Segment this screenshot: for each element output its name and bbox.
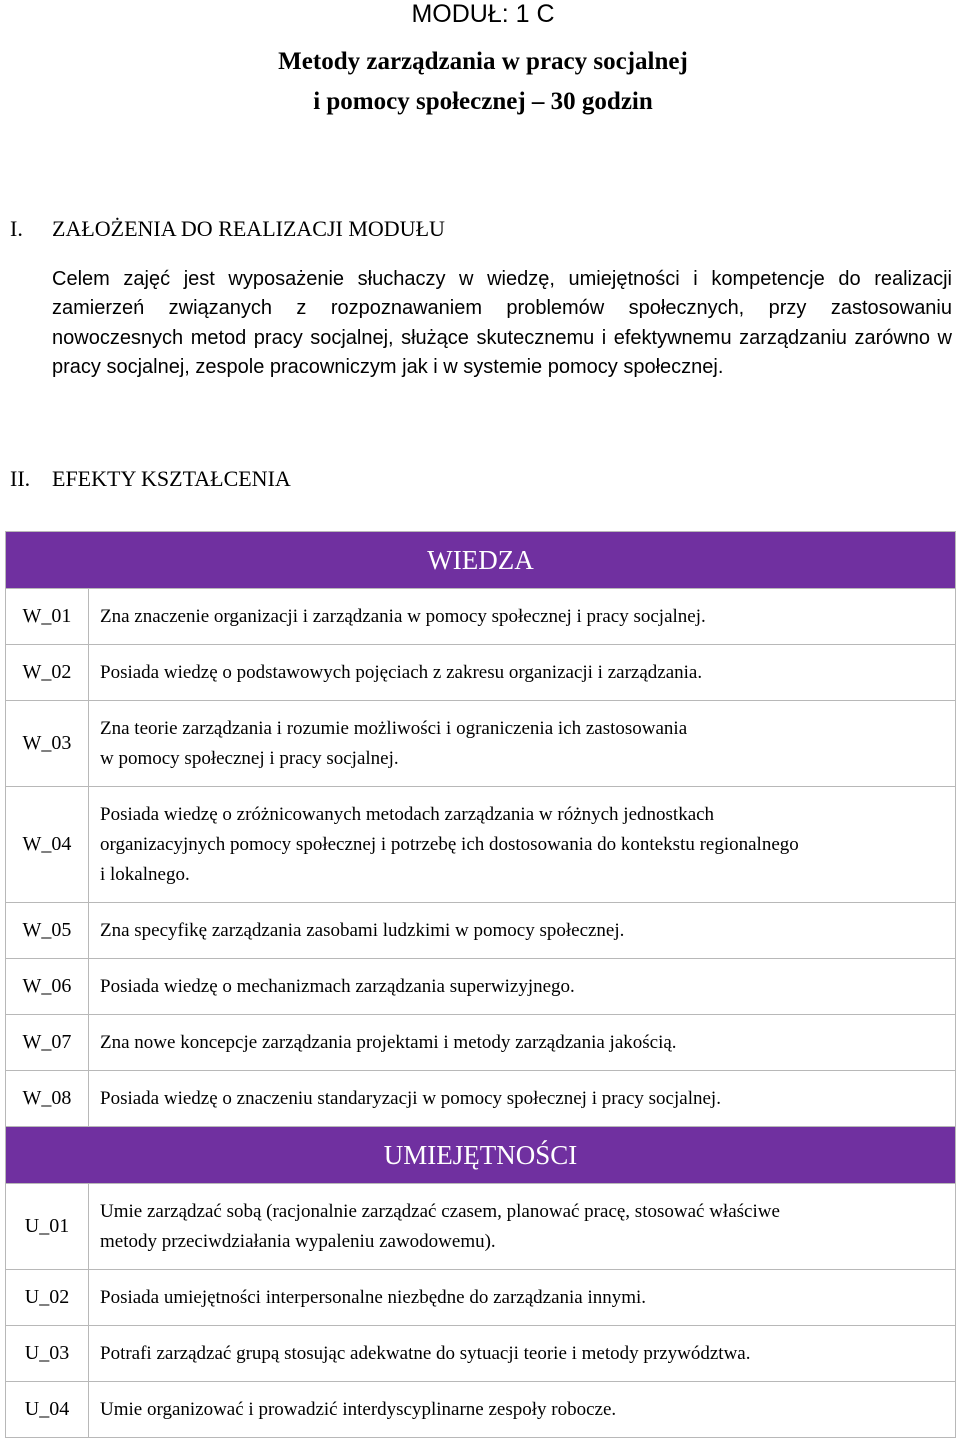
outcome-row: [6, 959, 956, 1015]
outcome-description-line: Zna nowe koncepcje zarządzania projektami i metody zarządzania jakością.: [100, 1031, 677, 1053]
section-2-title: EFEKTY KSZTAŁCENIA: [52, 466, 291, 491]
outcome-row: [6, 645, 956, 701]
outcome-description-line: Posiada wiedzę o mechanizmach zarządzania superwizyjnego.: [100, 975, 575, 997]
outcome-description-line: Umie zarządzać sobą (racjonalnie zarządzać czasem, planować pracę, stosować właściwe: [100, 1200, 780, 1222]
outcome-code: W_02: [6, 645, 89, 701]
outcome-description-line: w pomocy społecznej i pracy socjalnej.: [100, 747, 399, 769]
outcome-description-line: Posiada wiedzę o podstawowych pojęciach z zakresu organizacji i zarządzania.: [100, 661, 703, 683]
outcome-description: [89, 1015, 956, 1071]
outcome-row: [6, 1326, 956, 1382]
outcome-row: [6, 701, 956, 787]
umiejetnosci-rows: [6, 1184, 956, 1438]
outcome-description: [89, 589, 956, 645]
wiedza-header: WIEDZA: [6, 532, 956, 589]
outcome-row: [6, 1382, 956, 1438]
outcome-description-line: Umie organizować i prowadzić interdyscyplinarne zespoły robocze.: [100, 1398, 617, 1420]
outcome-row: [6, 1184, 956, 1270]
umiejetnosci-header: UMIEJĘTNOŚCI: [6, 1127, 956, 1184]
outcome-row: [6, 787, 956, 903]
outcome-code: W_03: [6, 701, 89, 787]
outcome-description: [89, 903, 956, 959]
outcome-description-line: Posiada umiejętności interpersonalne niezbędne do zarządzania innymi.: [100, 1286, 647, 1308]
learning-outcomes-table: [5, 531, 956, 1438]
document-title-line-1: Metody zarządzania w pracy socjalnej: [278, 48, 688, 75]
wiedza-rows: [6, 589, 956, 1127]
outcome-description: [89, 1326, 956, 1382]
section-2-heading: [10, 465, 291, 493]
outcome-row: [6, 1071, 956, 1127]
outcome-code: W_01: [6, 589, 89, 645]
outcome-code: W_06: [6, 959, 89, 1015]
outcome-description-line: Zna znaczenie organizacji i zarządzania w pomocy społecznej i pracy socjalnej.: [100, 605, 706, 627]
outcome-code: W_07: [6, 1015, 89, 1071]
outcome-description: [89, 959, 956, 1015]
outcome-code: U_04: [6, 1382, 89, 1438]
outcome-description: [89, 645, 956, 701]
outcome-description-line: i lokalnego.: [100, 863, 190, 885]
outcome-code: W_04: [6, 787, 89, 903]
section-1-body: Celem zajęć jest wyposażenie słuchaczy w wiedzę, umiejętności i kompetencje do realizacji zamierzeń związanych z rozpoznawaniem problemów społecznych, przy zastosowaniu nowoczesnych metod pracy socjalnej, służące skutecznemu i efektywnemu zarządzaniu zarówno w pracy socjalnej, zespole pracowniczym jak i w systemie pomocy społecznej.: [52, 268, 952, 379]
outcome-row: [6, 589, 956, 645]
outcome-description: [89, 1071, 956, 1127]
section-1-heading: [10, 215, 445, 243]
outcome-code: W_08: [6, 1071, 89, 1127]
outcome-description-line: organizacyjnych pomocy społecznej i potrzebę ich dostosowania do kontekstu regionalnego: [100, 833, 799, 855]
section-1-title: ZAŁOŻENIA DO REALIZACJI MODUŁU: [52, 216, 445, 241]
section-1-number: I.: [10, 216, 23, 241]
outcome-description-line: Zna teorie zarządzania i rozumie możliwości i ograniczenia ich zastosowania: [100, 717, 688, 739]
umiejetnosci-header-row: [6, 1127, 956, 1184]
document-title: [0, 42, 960, 122]
outcome-description: [89, 701, 956, 787]
document-title-line-2: i pomocy społecznej – 30 godzin: [313, 88, 653, 115]
outcome-row: [6, 1270, 956, 1326]
outcome-description-line: Zna specyfikę zarządzania zasobami ludzkimi w pomocy społecznej.: [100, 919, 625, 941]
outcome-code: U_03: [6, 1326, 89, 1382]
outcome-code: U_01: [6, 1184, 89, 1270]
outcome-description-line: Potrafi zarządzać grupą stosując adekwatne do sytuacji teorie i metody przywództwa.: [100, 1342, 751, 1364]
outcome-row: [6, 1015, 956, 1071]
outcome-code: W_05: [6, 903, 89, 959]
outcome-description: [89, 1184, 956, 1270]
outcome-row: [6, 903, 956, 959]
outcome-description-line: Posiada wiedzę o znaczeniu standaryzacji w pomocy społecznej i pracy socjalnej.: [100, 1087, 721, 1109]
outcome-description: [89, 1270, 956, 1326]
outcome-description: [89, 1382, 956, 1438]
outcome-code: U_02: [6, 1270, 89, 1326]
outcome-description-line: metody przeciwdziałania wypaleniu zawodowemu).: [100, 1230, 496, 1252]
section-2-number: II.: [10, 466, 31, 491]
outcome-description-line: Posiada wiedzę o zróżnicowanych metodach zarządzania w różnych jednostkach: [100, 803, 715, 825]
outcome-description: [89, 787, 956, 903]
wiedza-header-row: [6, 532, 956, 589]
module-label: MODUŁ: 1 C: [411, 0, 555, 28]
